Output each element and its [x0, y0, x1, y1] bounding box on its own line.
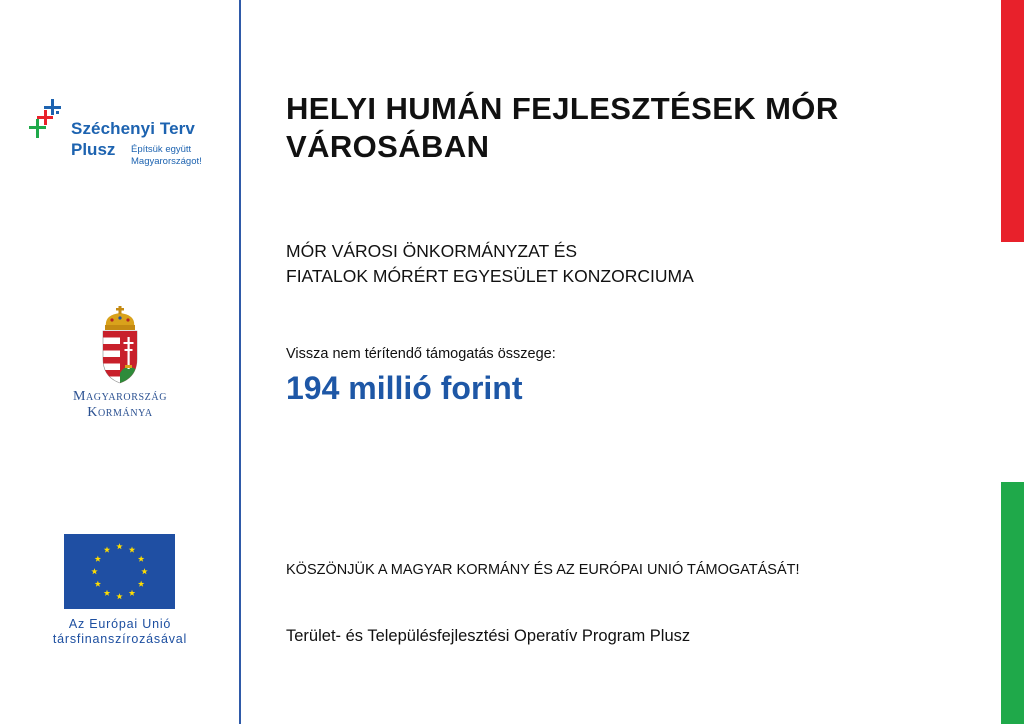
- support-amount: 194 millió forint: [286, 370, 523, 406]
- szechenyi-plus: Plusz: [71, 140, 116, 159]
- eu-line2: társfinanszírozásával: [52, 632, 188, 646]
- vertical-divider: [239, 0, 241, 724]
- project-title: HELYI HUMÁN FEJLESZTÉSEK MÓR VÁROSÁBAN: [286, 91, 839, 164]
- flag-stripe-red: [1001, 0, 1024, 242]
- flag-stripe-green: [1001, 482, 1024, 724]
- szechenyi-tagline: [131, 144, 241, 168]
- program-name: Terület- és Településfejlesztési Operatív Program Plusz: [286, 627, 691, 645]
- beneficiary: [286, 239, 986, 289]
- beneficiary-line1: MÓR VÁROSI ÖNKORMÁNYZAT ÉS: [286, 241, 578, 261]
- eu-cofinancing-text: [30, 617, 210, 647]
- thanks-text: KÖSZÖNJÜK A MAGYAR KORMÁNY ÉS AZ EURÓPAI UNIÓ TÁMOGATÁSÁT!: [286, 562, 800, 578]
- szechenyi-title: Széchenyi Terv: [71, 119, 195, 138]
- government-line2: Kormánya: [87, 405, 153, 420]
- szechenyi-cross-icon: [27, 97, 73, 143]
- szechenyi-tagline-line1: Építsük együtt: [131, 144, 192, 155]
- eu-line1: Az Európai Unió: [68, 617, 172, 631]
- hungarian-coat-of-arms-icon: [98, 305, 142, 385]
- beneficiary-line2: FIATALOK MÓRÉRT EGYESÜLET KONZORCIUMA: [286, 266, 694, 286]
- support-label: Vissza nem térítendő támogatás összege:: [286, 346, 556, 362]
- government-line1: Magyarország: [72, 389, 168, 404]
- eu-flag-icon: [64, 534, 175, 609]
- government-logo-text: [40, 389, 200, 421]
- szechenyi-tagline-line2: Magyarországot!: [131, 156, 202, 167]
- szechenyi-terv-logo: [27, 97, 232, 177]
